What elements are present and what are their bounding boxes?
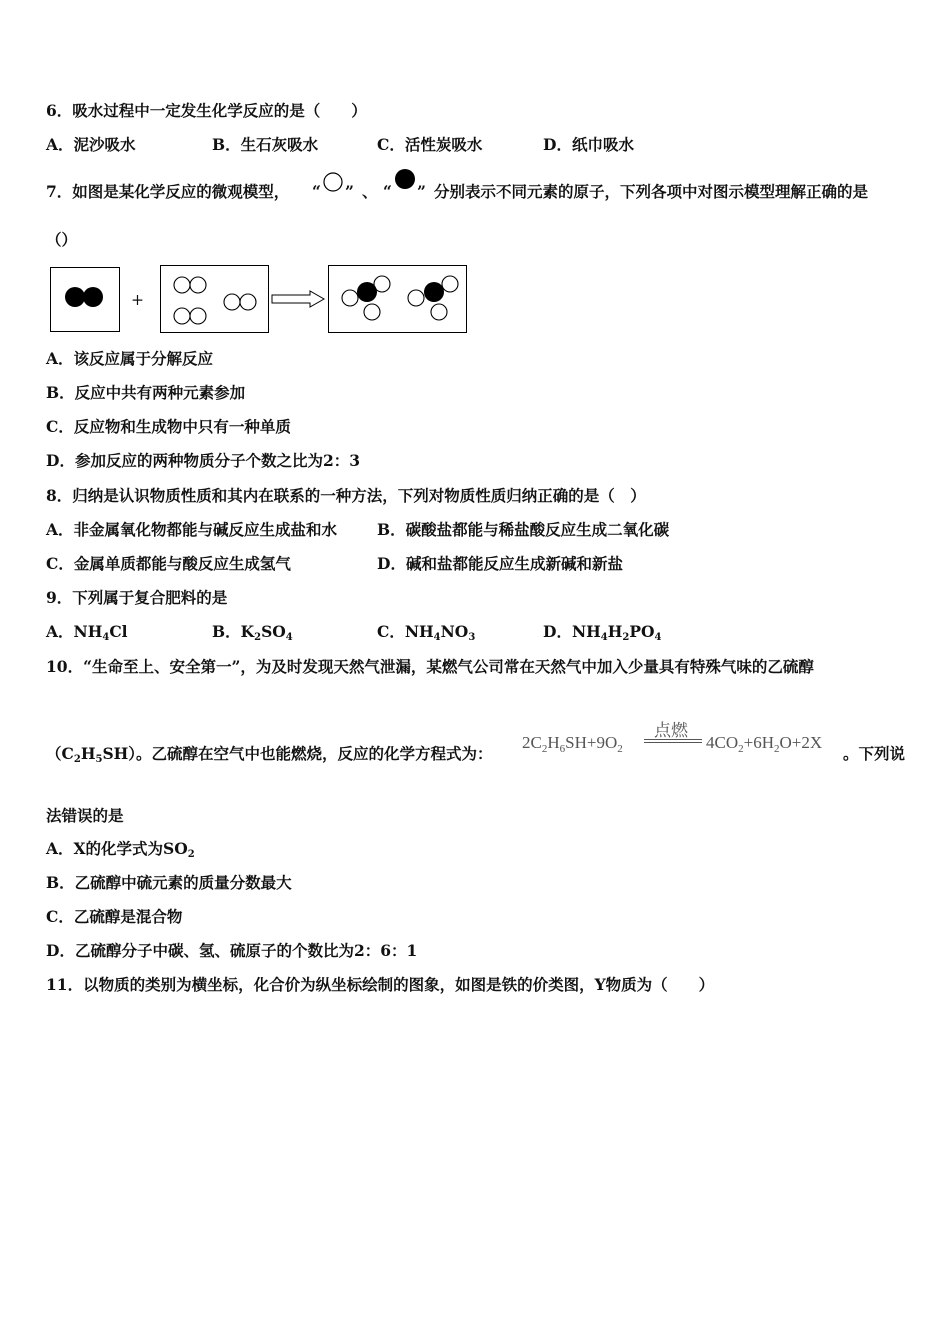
white-diatomic-molecules xyxy=(161,266,268,332)
reactant-box-2 xyxy=(160,265,269,333)
equation-equals-bar xyxy=(644,739,702,743)
q9-option-c: C．$NH_4NO_3$ xyxy=(377,622,476,643)
black-atom-icon xyxy=(393,167,417,191)
q6-option-d: D．纸巾吸水 xyxy=(543,135,634,154)
q6-option-c: C．活性炭吸水 xyxy=(377,135,483,154)
chemical-equation xyxy=(522,716,852,766)
q9-option-a: A．$NH_4Cl$ xyxy=(46,622,128,643)
q9-stem: 9．下列属于复合肥料的是 xyxy=(46,588,228,607)
q9-option-d: D．$NH_4H_2PO_4$ xyxy=(543,622,662,643)
q6-option-b: B．生石灰吸水 xyxy=(212,135,319,154)
q7-separator: 、 xyxy=(362,182,378,201)
q10-option-c: C．乙硫醇是混合物 xyxy=(46,907,183,926)
q7-option-b: B．反应中共有两种元素参加 xyxy=(46,383,246,402)
ethanethiol-formula: $(C_2H_5SH)$ xyxy=(46,744,137,765)
q6-stem: 6．吸水过程中一定发生化学反应的是（ ） xyxy=(46,101,367,120)
equation-lhs: $2C_2H_6SH+9O_2$ xyxy=(522,733,623,755)
equation-condition: 点燃 xyxy=(654,721,688,741)
white-atom-icon xyxy=(322,171,346,193)
q10-stem-line1: 10．“生命至上、安全第一”，为及时发现天然气泄漏，某燃气公司常在天然气中加入少量具有特殊气味的乙硫醇 xyxy=(46,657,814,676)
q8-stem: 8．归纳是认识物质性质和其内在联系的一种方法，下列对物质性质归纳正确的是（ ） xyxy=(46,486,646,505)
black-diatomic-molecule xyxy=(51,268,119,331)
reactant-box-1 xyxy=(50,267,120,332)
q7-option-a: A．该反应属于分解反应 xyxy=(46,349,214,368)
q6-option-a: A．泥沙吸水 xyxy=(46,135,136,154)
q7-quote-open-1: “ xyxy=(312,182,321,201)
q10-option-a: A．X的化学式为$SO_2$ xyxy=(46,839,195,860)
q10-stem-line2-end: 。下列说 xyxy=(843,744,906,763)
q7-paren: （） xyxy=(46,230,78,249)
q10-option-b: B．乙硫醇中硫元素的质量分数最大 xyxy=(46,873,292,892)
product-box xyxy=(328,265,467,333)
q7-option-d: D．参加反应的两种物质分子个数之比为2：3 xyxy=(46,451,361,470)
q7-stem-part2: 分别表示不同元素的原子，下列各项中对图示模型理解正确的是 xyxy=(434,182,869,201)
q7-quote-close-2: ” xyxy=(417,182,426,201)
q8-option-c: C．金属单质都能与酸反应生成氢气 xyxy=(46,554,291,573)
q7-option-c: C．反应物和生成物中只有一种单质 xyxy=(46,417,291,436)
plus-sign: + xyxy=(131,291,144,309)
q11-stem: 11．以物质的类别为横坐标，化合价为纵坐标绘制的图象，如图是铁的价类图，Y物质为（ ） xyxy=(46,975,715,994)
q10-stem-line2: $(C_2H_5SH)$。乙硫醇在空气中也能燃烧，反应的化学方程式为： xyxy=(46,744,493,765)
q8-option-b: B．碳酸盐都能与稀盐酸反应生成二氧化碳 xyxy=(377,520,670,539)
q10-option-d: D．乙硫醇分子中碳、氢、硫原子的个数比为2：6：1 xyxy=(46,941,418,960)
q8-option-a: A．非金属氧化物都能与碱反应生成盐和水 xyxy=(46,520,338,539)
product-molecules xyxy=(329,266,466,332)
q9-option-b: B．$K_2SO_4$ xyxy=(212,622,293,643)
q8-option-d: D．碱和盐都能反应生成新碱和新盐 xyxy=(377,554,623,573)
q7-stem-part1: 7．如图是某化学反应的微观模型， xyxy=(46,182,290,201)
q7-quote-open-2: “ xyxy=(383,182,392,201)
q7-quote-close-1: ” xyxy=(345,182,354,201)
q10-stem-line3: 法错误的是 xyxy=(46,806,124,825)
reaction-arrow-icon xyxy=(270,290,326,308)
equation-rhs: $4CO_2+6H_2O+2X$ xyxy=(706,733,823,755)
